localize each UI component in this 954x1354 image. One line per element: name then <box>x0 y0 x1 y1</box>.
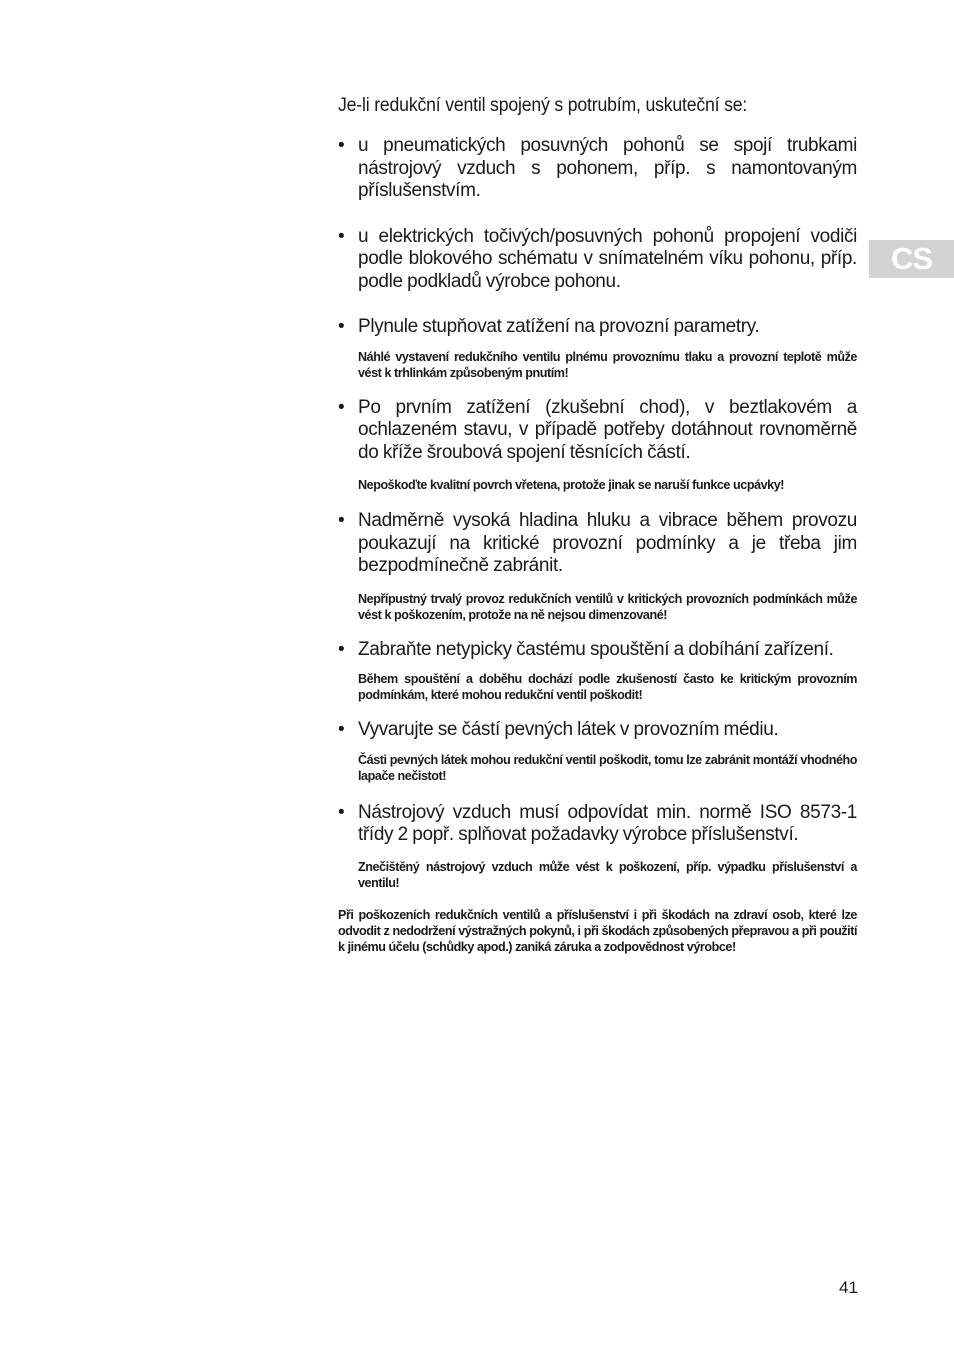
list-item-text: Po prvním zatížení (zkušební chod), v beztlakovém a ochlazeném stavu, v případě potřeby dotáhnout rovnoměrně do kříže šroubová spojení těsnících částí. <box>358 396 857 463</box>
bullet-icon: • <box>338 510 345 531</box>
bullet-icon: • <box>338 225 345 247</box>
list-item <box>338 226 857 294</box>
language-tab-cs: CS <box>869 240 954 278</box>
list-item-text: Nadměrně vysoká hladina hluku a vibrace během provozu poukazují na kritické provozní podmínky a je třeba jim bezpodmínečně zabránit. <box>358 510 857 576</box>
list-item-text: u elektrických točivých/posuvných pohonů propojení vodiči podle blokového schématu v snímatelném víku pohonu, příp. podle podkladů výrobce pohonu. <box>358 225 857 292</box>
bullet-icon: • <box>338 719 345 740</box>
warning-note: Znečištěný nástrojový vzduch může vést k poškození, příp. výpadku příslušenství a ventilu! <box>358 859 857 890</box>
bullet-icon: • <box>338 638 345 660</box>
warranty-note: Při poškozeních redukčních ventilů a příslušenství i při škodách na zdraví osob, které lze odvodit z nedodržení výstražných pokynů, i při škodách způsobených přepravou a při použití k jinému účelu (schůdky apod.) zaniká záruka a zodpovědnost výrobce! <box>338 907 857 954</box>
page-content <box>338 94 857 955</box>
list-item <box>338 719 857 742</box>
warning-note: Během spouštění a doběhu dochází podle zkušeností často ke kritickým provozním podmínkám, které mohou redukční ventil poškodit! <box>358 672 857 702</box>
list-item-text: Plynule stupňovat zatížení na provozní parametry. <box>358 316 760 337</box>
bullet-icon: • <box>338 396 345 418</box>
list-item <box>338 316 857 339</box>
warning-note: Části pevných látek mohou redukční ventil poškodit, tomu lze zabránit montáží vhodného lapače nečistot! <box>358 752 857 783</box>
warning-note: Nepřípustný trvalý provoz redukčních ventilů v kritických provozních podmínkách může vést k poškozením, protože na ně nejsou dimenzované! <box>358 591 857 622</box>
bullet-icon: • <box>338 135 345 156</box>
list-item <box>338 639 857 662</box>
list-item-text: Vyvarujte se částí pevných látek v provozním médiu. <box>358 719 779 740</box>
bullet-icon: • <box>338 316 345 337</box>
list-item-text: u pneumatických posuvných pohonů se spojí trubkami nástrojový vzduch s pohonem, příp. s namontovaným příslušenstvím. <box>358 135 857 201</box>
list-item <box>338 397 857 465</box>
intro-text: Je-li redukční ventil spojený s potrubím, uskuteční se: <box>338 95 748 116</box>
warning-note: Náhlé vystavení redukčního ventilu plnému provoznímu tlaku a provozní teplotě může vést k trhlinkám způsobeným pnutím! <box>358 349 857 380</box>
list-item <box>338 802 857 847</box>
list-item <box>338 510 857 578</box>
list-item <box>338 135 857 203</box>
list-item-text: Zabraňte netypicky častému spouštění a dobíhání zařízení. <box>358 638 834 660</box>
warning-note: Nepoškoďte kvalitní povrch vřetena, protože jinak se naruší funkce ucpávky! <box>358 478 785 492</box>
page-number: 41 <box>839 1278 858 1297</box>
list-item-text: Nástrojový vzduch musí odpovídat min. normě ISO 8573-1 třídy 2 popř. splňovat požadavky výrobce příslušenství. <box>358 801 857 845</box>
bullet-icon: • <box>338 801 345 823</box>
